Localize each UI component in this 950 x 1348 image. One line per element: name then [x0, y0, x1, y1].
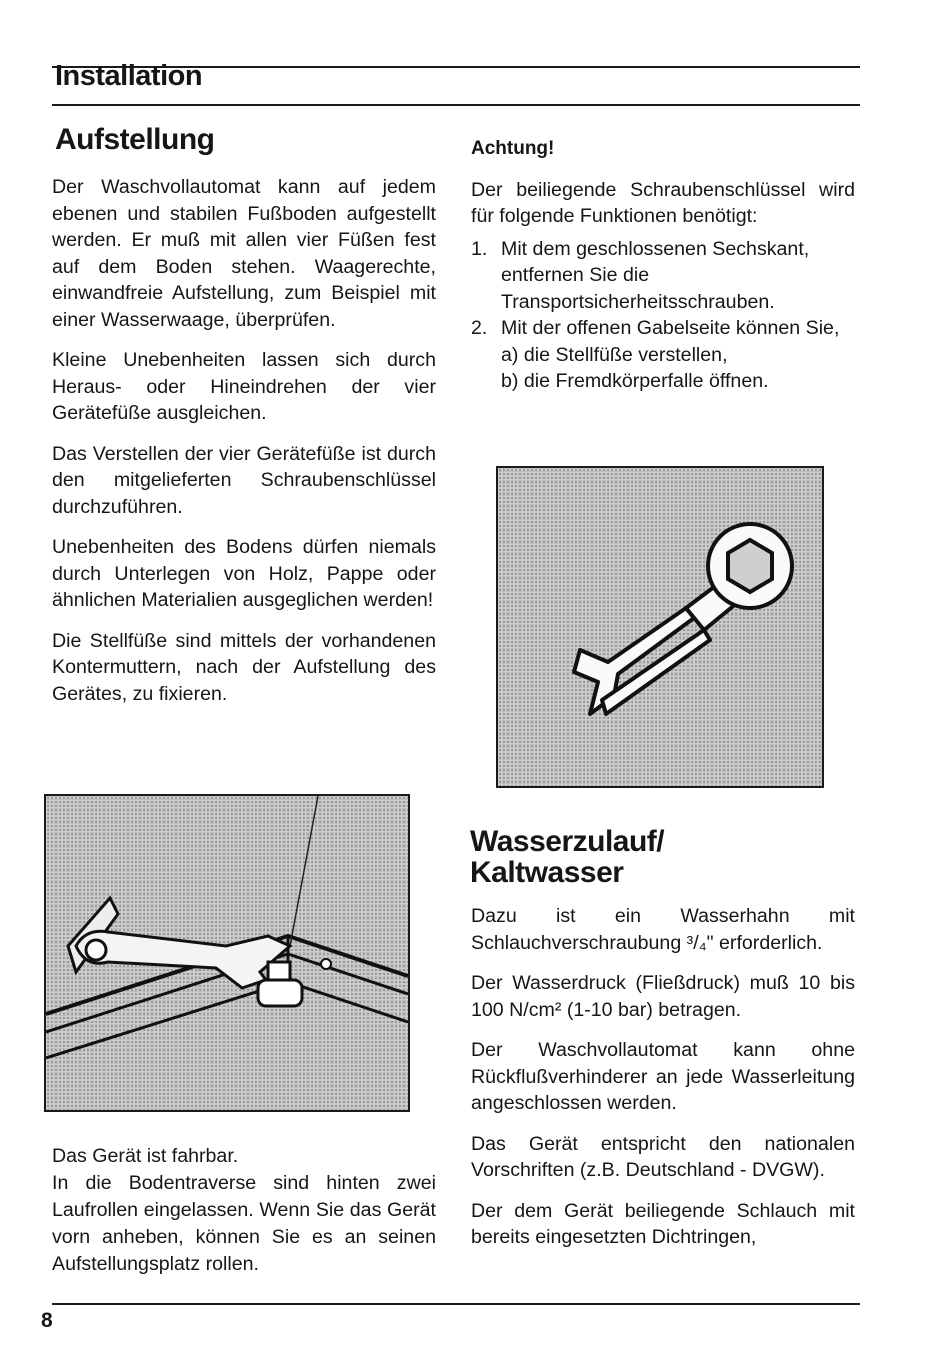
header-bottom-rule: [52, 104, 860, 106]
notice-block: [471, 136, 855, 395]
page-number: 8: [41, 1309, 53, 1332]
foot-adjustment-illustration: [44, 794, 410, 1112]
paragraph: Das Gerät entspricht den nationalen Vorschriften (z.B. Deutschland - DVGW).: [471, 1132, 855, 1181]
caption-line: In die Bodentraverse sind hinten zwei Laufrollen eingelassen. Wenn Sie das Gerät vorn anheben, können Sie es an seinen Aufstellungsplatz rollen.: [52, 1172, 436, 1275]
wrench-on-foot-drawing: [46, 796, 408, 1110]
wrench-illustration: [496, 466, 824, 788]
right-text-column: [471, 903, 855, 1265]
paragraph: Der Waschvollautomat kann ohne Rückflußverhinderer an jede Wasserleitung angeschlossen werden.: [471, 1039, 855, 1114]
left-text-column: [52, 174, 436, 721]
heading-line: Wasserzulauf/: [470, 825, 665, 858]
paragraph: Die Stellfüße sind mittels der vorhandenen Kontermuttern, nach der Aufstellung des Gerätes, zu fixieren.: [52, 629, 436, 705]
illustration-caption: [52, 1143, 436, 1278]
paragraph: Der Wasserdruck (Fließdruck) muß 10 bis 100 N/cm² (1-10 bar) betragen.: [471, 972, 855, 1021]
heading-line: Kaltwasser: [470, 856, 624, 889]
footer-rule: [52, 1303, 860, 1305]
list-text: Mit dem geschlossenen Sechskant, entfernen Sie die Transportsicherheitsschrauben.: [501, 237, 810, 313]
heading-aufstellung: Aufstellung: [55, 123, 215, 156]
section-header: Installation: [55, 60, 203, 92]
paragraph: Kleine Unebenheiten lassen sich durch Heraus- oder Hineindrehen der vier Gerätefüße ausgleichen.: [52, 349, 436, 424]
list-item: [471, 315, 855, 342]
list-number: 1.: [471, 237, 488, 260]
wrench-drawing: [498, 468, 822, 786]
heading-wasserzulauf: [470, 826, 664, 888]
sublist-item: a) die Stellfüße verstellen,: [501, 343, 728, 366]
sublist-item: b) die Fremdkörperfalle öffnen.: [501, 370, 769, 392]
caption-line: Das Gerät ist fahrbar.: [52, 1145, 239, 1167]
notice-title: Achtung!: [471, 138, 555, 159]
paragraph: Der Waschvollautomat kann auf jedem ebenen und stabilen Fußboden aufgestellt werden. Er muß mit allen vier Füßen fest auf dem Boden stehen. Waagerechte, einwandfreie Aufstellung, zum Beispiel mit einer Wasserwaage, überprüfen.: [52, 176, 436, 331]
list-item: [471, 236, 855, 316]
paragraph: Unebenheiten des Bodens dürfen niemals durch Unterlegen von Holz, Pappe oder ähnlichen Materialien ausgeglichen werden!: [52, 536, 436, 611]
list-number: 2.: [471, 317, 488, 339]
list-text: Mit der offenen Gabelseite können Sie,: [501, 317, 840, 339]
paragraph: Das Verstellen der vier Gerätefüße ist durch den mitgelieferten Schraubenschlüssel durchzuführen.: [52, 442, 436, 518]
paragraph: Dazu ist ein Wasserhahn mit Schlauchverschraubung ³/₄" erforderlich.: [471, 905, 855, 954]
paragraph: Der dem Gerät beiliegende Schlauch mit bereits eingesetzten Dichtringen,: [471, 1199, 855, 1248]
notice-intro: Der beiliegende Schraubenschlüssel wird für folgende Funktionen benötigt:: [471, 178, 855, 227]
